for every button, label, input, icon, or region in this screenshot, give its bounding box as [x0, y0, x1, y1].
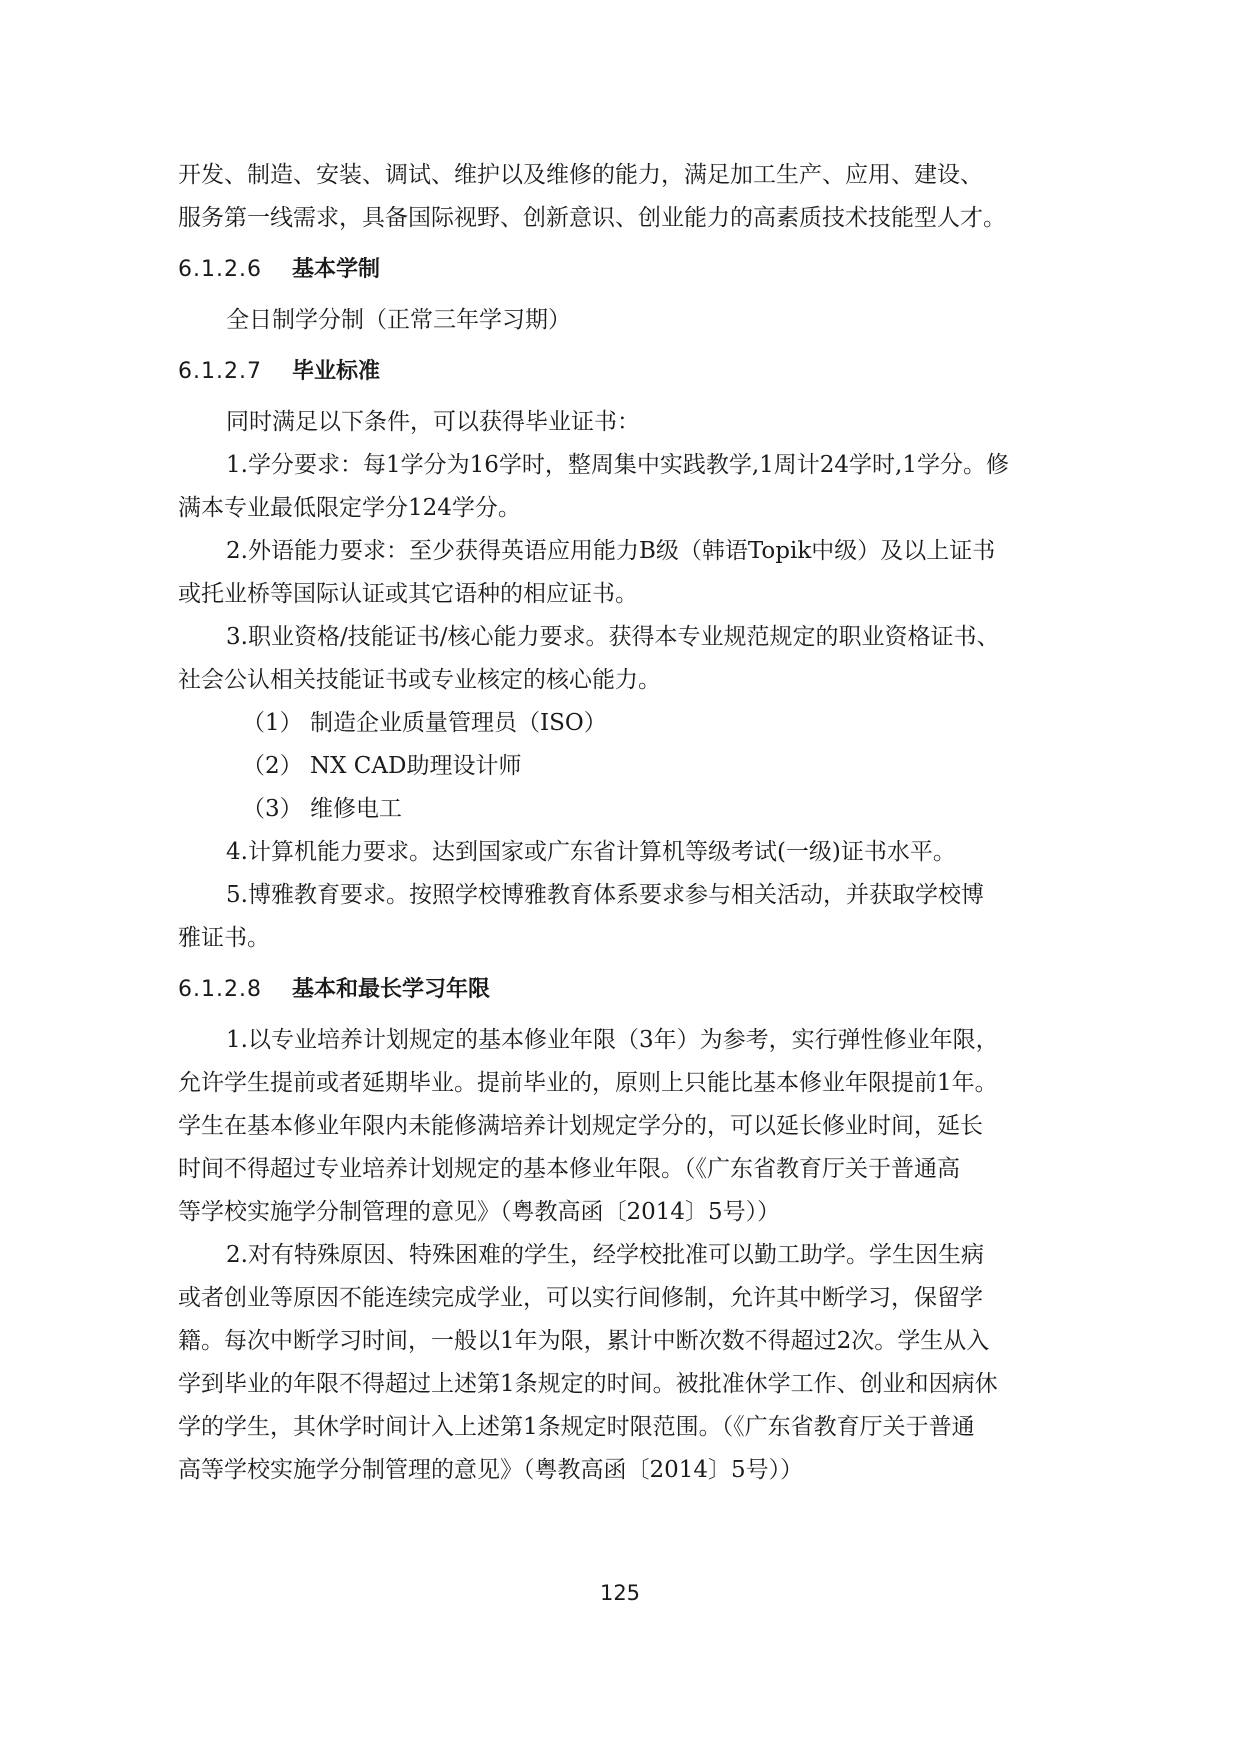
document-page [178, 154, 1070, 1492]
section-number: 6.1.2.8 [178, 977, 262, 1002]
paragraph-line: 或者创业等原因不能连续完成学业，可以实行间修制，允许其中断学习，保留学 [178, 1285, 983, 1311]
cert-item [178, 745, 1070, 788]
intro-line: 开发、制造、安装、调试、维护以及维修的能力，满足加工生产、应用、建设、 [178, 162, 983, 188]
section-title: 毕业标准 [292, 359, 381, 384]
paragraph: 同时满足以下条件，可以获得毕业证书： [226, 409, 640, 435]
paragraph-line: 雅证书。 [178, 925, 270, 951]
paragraph-line: 满本专业最低限定学分124学分。 [178, 495, 521, 521]
cert-number: （1） [242, 710, 303, 736]
paragraph-line: 社会公认相关技能证书或专业核定的核心能力。 [178, 667, 661, 693]
paragraph-line: 1.学分要求：每1学分为16学时，整周集中实践教学,1周计24学时,1学分。修 [226, 452, 1009, 478]
section-title: 基本学制 [292, 257, 381, 282]
cert-number: （3） [242, 796, 303, 822]
paragraph-line: 5.博雅教育要求。按照学校博雅教育体系要求参与相关活动，并获取学校博 [226, 882, 984, 908]
paragraph-line: 4.计算机能力要求。达到国家或广东省计算机等级考试(一级)证书水平。 [226, 839, 956, 865]
paragraph-line: 学的学生，其休学时间计入上述第1条规定时限范围。（《广东省教育厅关于普通 [178, 1414, 975, 1440]
section-title: 基本和最长学习年限 [292, 977, 491, 1002]
cert-item [178, 788, 1070, 831]
page-number: 125 [599, 1581, 641, 1605]
intro-line: 服务第一线需求，具备国际视野、创新意识、创业能力的高素质技术技能型人才。 [178, 205, 1006, 231]
section-heading-6-1-2-6 [178, 248, 1070, 291]
section-number: 6.1.2.6 [178, 257, 262, 282]
section-heading-6-1-2-7 [178, 350, 1070, 393]
paragraph-line: 等学校实施学分制管理的意见》（粤教高函〔2014〕5号）） [178, 1199, 781, 1225]
section-heading-6-1-2-8 [178, 968, 1070, 1011]
cert-item [178, 702, 1070, 745]
paragraph-line: 高等学校实施学分制管理的意见》（粤教高函〔2014〕5号）） [178, 1457, 804, 1483]
cert-text: NX CAD助理设计师 [310, 753, 522, 779]
paragraph-line: 2.外语能力要求：至少获得英语应用能力B级（韩语Topik中级）及以上证书 [226, 538, 996, 564]
paragraph-line: 1.以专业培养计划规定的基本修业年限（3年）为参考，实行弹性修业年限， [226, 1027, 999, 1053]
paragraph-line: 时间不得超过专业培养计划规定的基本修业年限。（《广东省教育厅关于普通高 [178, 1156, 960, 1182]
paragraph-line: 3.职业资格/技能证书/核心能力要求。获得本专业规范规定的职业资格证书、 [226, 624, 1000, 650]
cert-text: 维修电工 [310, 796, 402, 822]
paragraph-line: 学生在基本修业年限内未能修满培养计划规定学分的，可以延长修业时间，延长 [178, 1113, 983, 1139]
paragraph-line: 允许学生提前或者延期毕业。提前毕业的，原则上只能比基本修业年限提前1年。 [178, 1070, 998, 1096]
paragraph-line: 学到毕业的年限不得超过上述第1条规定的时间。被批准休学工作、创业和因病休 [178, 1371, 998, 1397]
cert-number: （2） [242, 753, 303, 779]
cert-text: 制造企业质量管理员（ISO） [310, 710, 607, 736]
paragraph-line: 或托业桥等国际认证或其它语种的相应证书。 [178, 581, 638, 607]
section-number: 6.1.2.7 [178, 359, 262, 384]
paragraph-line: 籍。每次中断学习时间，一般以1年为限，累计中断次数不得超过2次。学生从入 [178, 1328, 990, 1354]
paragraph: 全日制学分制（正常三年学习期） [226, 307, 571, 333]
paragraph-line: 2.对有特殊原因、特殊困难的学生，经学校批准可以勤工助学。学生因生病 [226, 1242, 984, 1268]
